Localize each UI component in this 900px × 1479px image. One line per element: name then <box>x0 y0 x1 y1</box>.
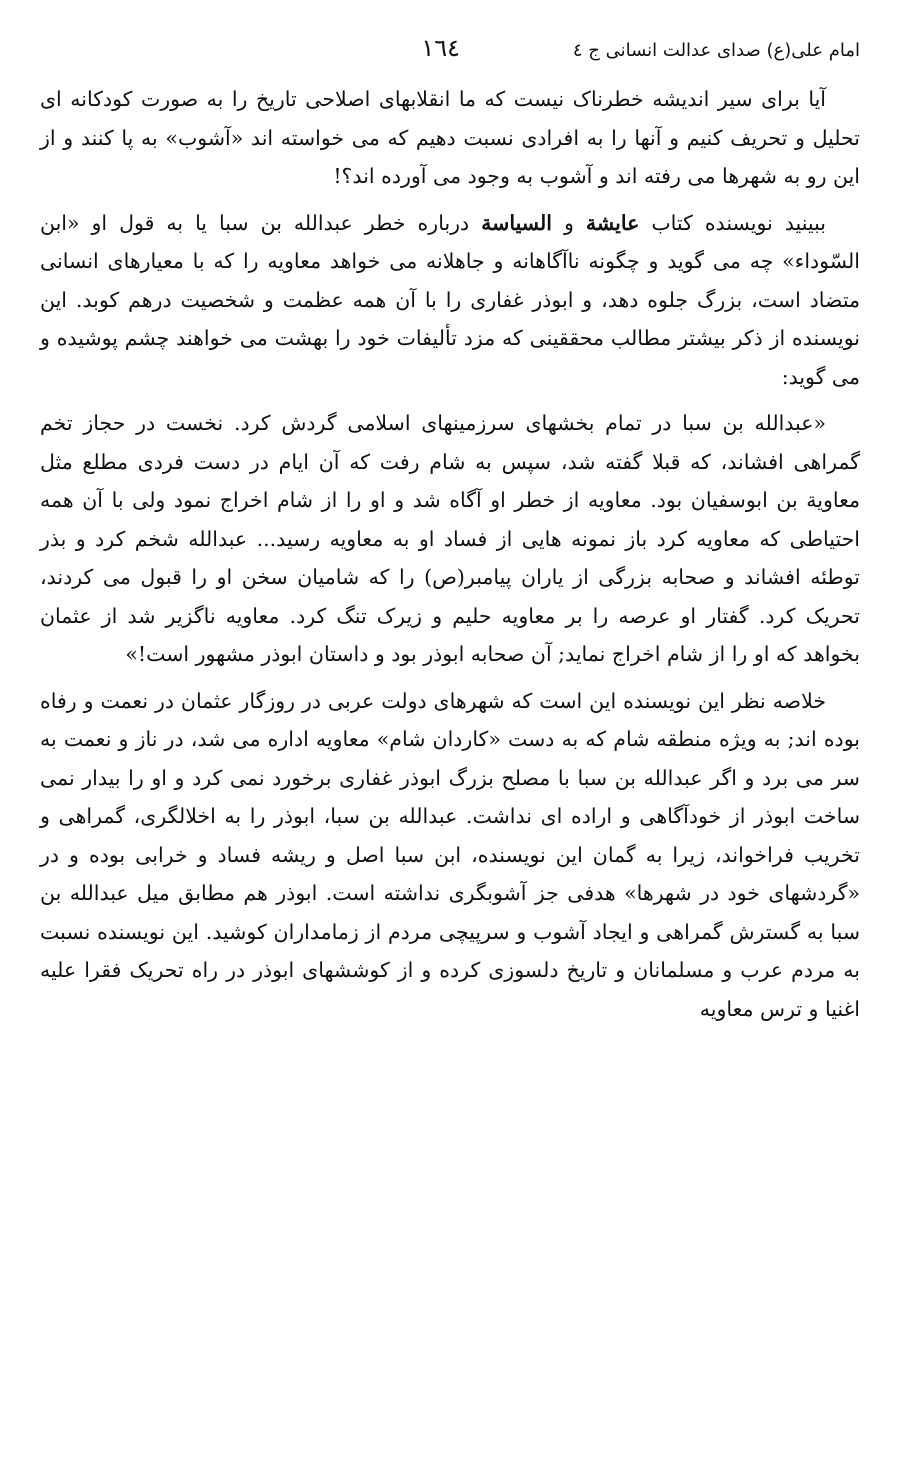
paragraph-4: خلاصه نظر این نویسنده این است که شهرهای دولت عربی در روزگار عثمان در نعمت و رفاه بوده اند; به ویژه منطقه شام که به دست «کاردان شام» معاویه اداره می شد، در ناز و نعمت به سر می برد و اگر عبدالله بن سبا با مصلح بزرگ ابوذر غفاری برخورد نمی کرد و او را بیدار نمی ساخت ابوذر از خودآگاهی و اراده ای نداشت. عبدالله بن سبا، ابوذر را به اخلالگری، گمراهی و تخریب فراخواند، زیرا به گمان این نویسنده، ابن سبا اصل و ریشه فساد و خرابی بوده و در «گردشهای خود در شهرها» هدفی جز آشوبگری نداشته است. ابوذر هم مطابق میل عبدالله بن سبا به گسترش گمراهی و ایجاد آشوب و سرپیچی مردم از زمامداران کوشید. این نویسنده نسبت به مردم عرب و مسلمانان و تاریخ دلسوزی کرده و از کوششهای ابوذر در راه تحریک فقرا علیه اغنیا و ترس معاویه <box>40 688 860 1021</box>
paragraph-1: آیا برای سیر اندیشه خطرناک نیست که ما انقلابهای اصلاحی تاریخ را به صورت کودکانه ای تحلیل و تحریف کنیم و آنها را به افرادی نسبت دهیم که می خواسته اند «آشوب» به پا کنند و از این رو به شهرها می رفته اند و آشوب به وجود می آورده اند؟! <box>40 87 860 188</box>
paragraph-2-text-after: درباره خطر عبدالله بن سبا یا به قول او «ابن السّوداء» چه می گوید و چگونه ناآگاهانه و جاهلانه می خواهد معاویه را که با معیارهای انسانی متضاد است، بزرگ جلوه دهد، و ابوذر غفاری را با آن همه عظمت و شخصیت درهم کوبد. این نویسنده از ذکر بیشتر مطالب محققینی که مزد تألیفات خود را بهشت می خواهند چشم پوشیده و می گوید: <box>40 210 860 389</box>
book-title-part-1: عایشة <box>585 210 640 235</box>
paragraph-3-quotation: «عبدالله بن سبا در تمام بخشهای سرزمینهای اسلامی گردش کرد. نخست در حجاز تخم گمراهی افشاند، که قبلا گفته شد، سپس به شام رفت که آن ایام در دست فردی مطلع مثل معاویة بن ابوسفیان بود. معاویه از خطر او آگاه شد و او را از شام اخراج نمود ولی با آن همه احتیاطی که معاویه کرد باز نمونه هایی از فساد او به معاویه رسید... عبدالله شخم کرد و بذر توطئه افشاند و صحابه بزرگی از یاران پیامبر(ص) را که شامیان سخن او را قبول می کردند، تحریک کرد. گفتار او عرصه را بر معاویه حلیم و زیرک تنگ کرد. معاویه ناگزیر شد از عثمان بخواهد که او را از شام اخراج نماید; آن صحابه ابوذر بود و داستان ابوذر مشهور است!» <box>40 411 860 666</box>
paragraph-2-text-middle: و <box>552 210 586 235</box>
body-text <box>40 80 860 1036</box>
paragraph-2-text-before: ببینید نویسنده کتاب <box>639 210 826 235</box>
running-title: امام علی(ع) صدای عدالت انسانی ج ٤ <box>572 40 860 61</box>
page-header <box>40 34 860 68</box>
book-title-part-2: السیاسة <box>481 210 553 235</box>
page-number: ١٦٤ <box>421 34 460 62</box>
paragraph-2 <box>40 204 860 397</box>
